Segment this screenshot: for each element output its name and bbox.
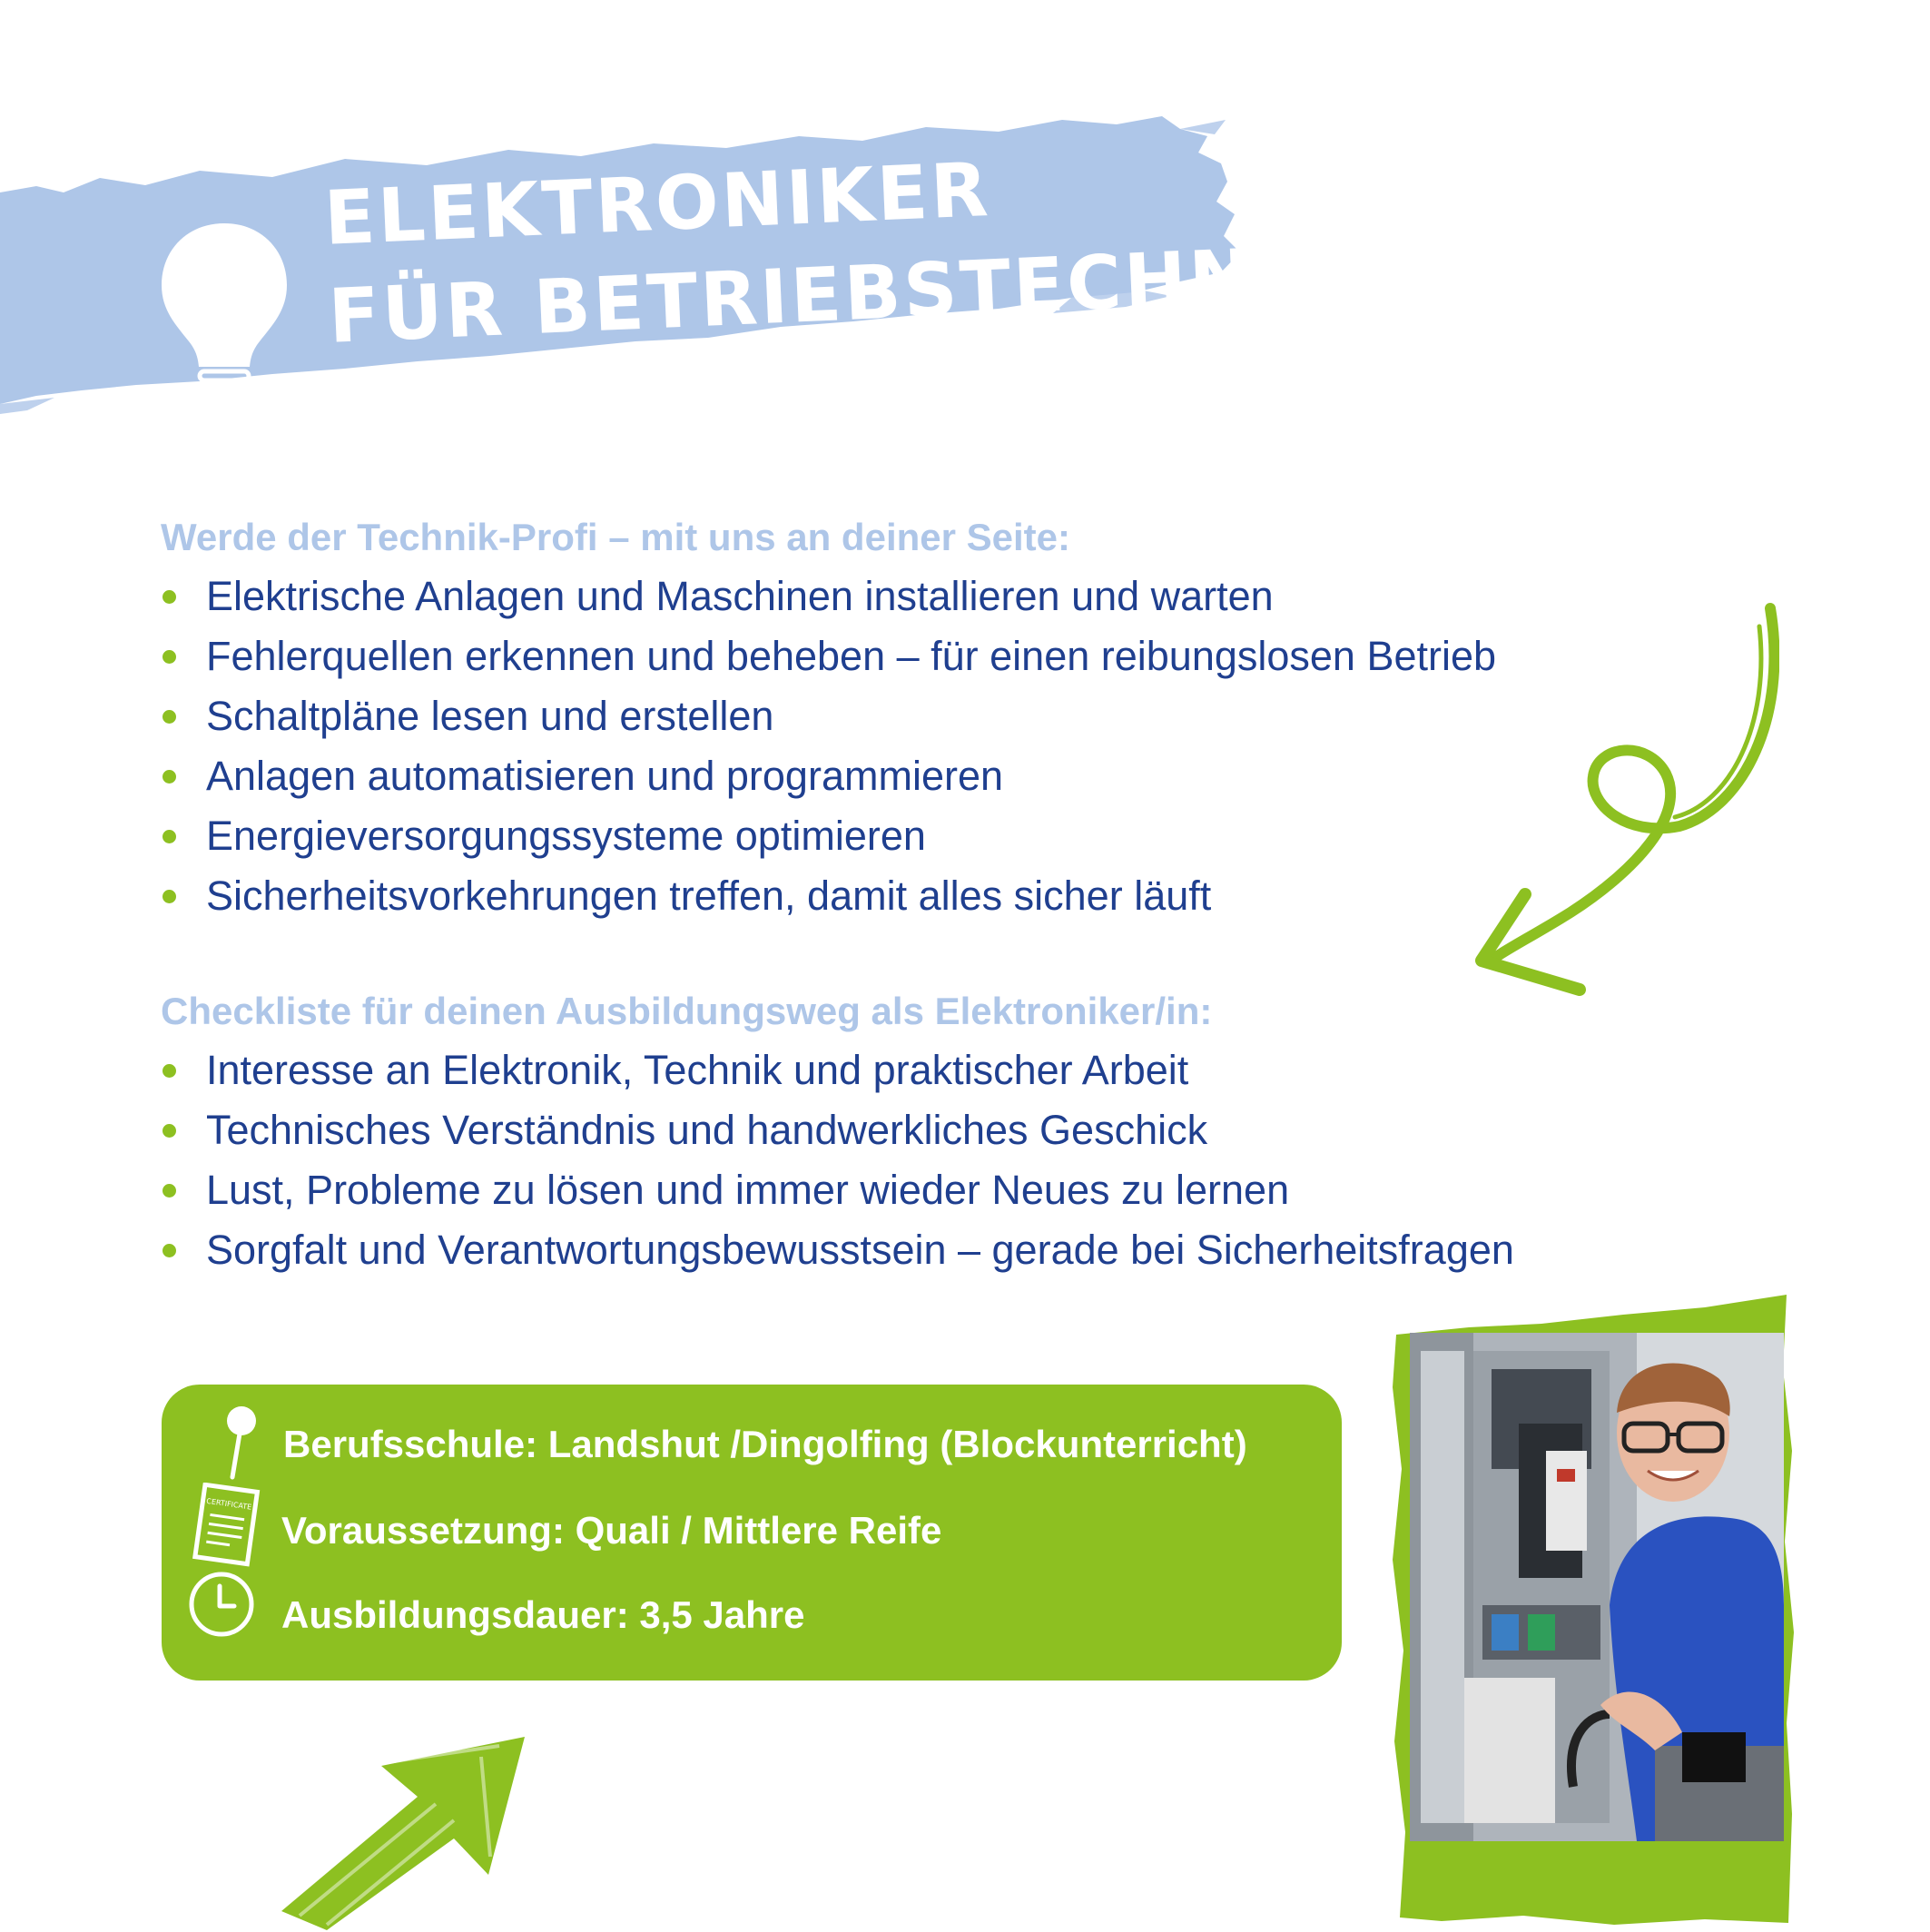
bullet-icon [162,650,176,664]
bullet-icon [162,1064,176,1078]
arrow-up-right-icon [272,1730,536,1930]
title-line-2: FÜR BETRIEBSTECHNIK [326,230,1347,360]
list-item: Anlagen automatisieren und programmieren [161,746,1496,806]
clock-icon [187,1570,256,1639]
bullet-icon [162,710,176,724]
tasks-heading: Werde der Technik-Profi – mit uns an deiner Seite: [161,516,1071,558]
list-item: Schaltpläne lesen und erstellen [161,686,1496,746]
list-item: Fehlerquellen erkennen und beheben – für einen reibungslosen Betrieb [161,626,1496,686]
info-box [162,1385,1342,1681]
lightbulb-icon [156,216,292,402]
list-item: Elektrische Anlagen und Maschinen installieren und warten [161,567,1496,626]
bullet-icon [162,890,176,903]
curly-arrow-icon [1471,599,1779,1071]
checklist-heading: Checkliste für deinen Ausbildungsweg als Elektroniker/in: [161,990,1213,1032]
apprentice-photo [1410,1333,1784,1841]
list-item: Energieversorgungssysteme optimieren [161,806,1496,866]
list-item: Lust, Probleme zu lösen und immer wieder Neues zu lernen [161,1160,1514,1220]
bullet-icon [162,590,176,604]
bullet-icon [162,830,176,843]
photo-illustration [1410,1333,1784,1841]
bullet-icon [162,770,176,784]
bullet-icon [162,1244,176,1257]
info-duration: Ausbildungsdauer: 3,5 Jahre [281,1593,805,1636]
list-item: Technisches Verständnis und handwerkliches Geschick [161,1100,1514,1160]
bullet-icon [162,1184,176,1198]
bullet-icon [162,1124,176,1138]
info-requirement: Voraussetzung: Quali / Mittlere Reife [281,1509,942,1552]
list-item: Sorgfalt und Verantwortungsbewusstsein – gerade bei Sicherheitsfragen [161,1220,1514,1280]
certificate-icon [189,1483,263,1568]
list-item: Sicherheitsvorkehrungen treffen, damit alles sicher läuft [161,866,1496,926]
info-school: Berufsschule: Landshut /Dingolfing (Blockunterricht) [283,1423,1247,1465]
title-line-1: ELEKTRONIKER [322,146,993,262]
svg-text:CERTIFICATE: CERTIFICATE [205,1496,252,1512]
checklist-list [161,1040,1514,1280]
pin-icon [222,1405,261,1481]
list-item: Interesse an Elektronik, Technik und praktischer Arbeit [161,1040,1514,1100]
tasks-list [161,567,1496,926]
